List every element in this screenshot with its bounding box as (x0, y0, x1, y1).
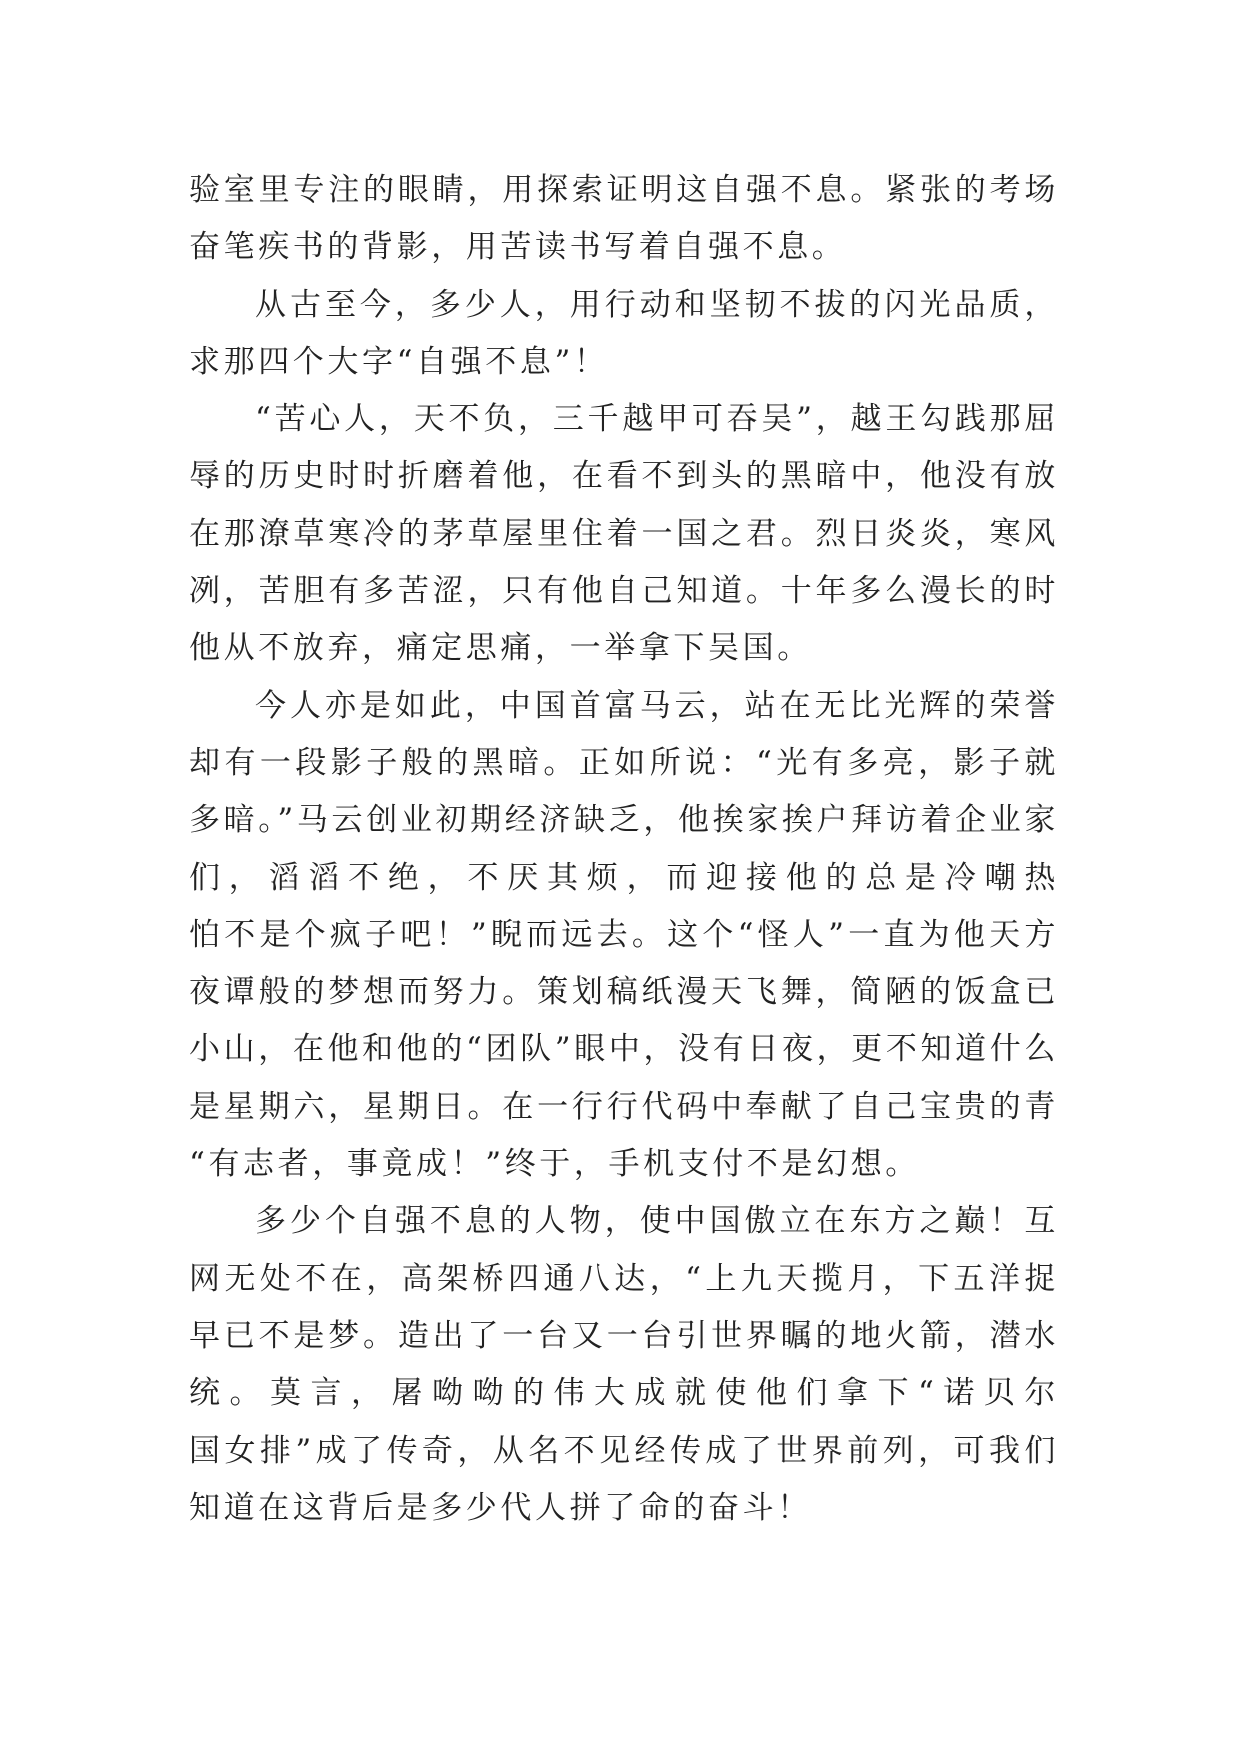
text-line: 奋笔疾书的背影，用苦读书写着自强不息。 (189, 229, 847, 266)
text-line: 冽，苦胆有多苦涩，只有他自己知道。十年多么漫长的时 (189, 573, 1059, 610)
text-line: 多少个自强不息的人物，使中国傲立在东方之巅！互 (255, 1203, 1059, 1240)
paragraph (189, 1193, 1059, 1537)
text-line: 多暗。”马云创业初期经济缺乏，他挨家挨户拜访着企业家 (189, 802, 1059, 839)
text-line: 知道在这背后是多少代人拼了命的奋斗！ (189, 1489, 812, 1526)
text-line: 从古至今，多少人，用行动和坚韧不拔的闪光品质， (255, 286, 1059, 323)
text-line: 国女排”成了传奇，从名不见经传成了世界前列，可我们 (189, 1432, 1059, 1469)
text-line: 验室里专注的眼睛，用探索证明这自强不息。紧张的考场 (189, 172, 1059, 208)
text-line: 他从不放弃，痛定思痛，一举拿下吴国。 (189, 630, 812, 667)
text-line: “苦心人，天不负，三千越甲可吞吴”，越王勾践那屈 (255, 401, 1059, 438)
paragraph (189, 162, 1059, 277)
text-line: 早已不是梦。造出了一台又一台引世界瞩的地火箭，潜水 (189, 1317, 1059, 1354)
text-line: 小山，在他和他的“团队”眼中，没有日夜，更不知道什么 (189, 1031, 1059, 1068)
text-line: 辱的历史时时折磨着他，在看不到头的黑暗中，他没有放 (189, 458, 1059, 495)
text-line: “有志者，事竟成！”终于，手机支付不是幻想。 (189, 1146, 920, 1183)
text-line: 怕不是个疯子吧！”睨而远去。这个“怪人”一直为他天方 (189, 916, 1059, 953)
text-line: 是星期六，星期日。在一行行代码中奉献了自己宝贵的青 (189, 1088, 1059, 1125)
text-line: 统。莫言，屠呦呦的伟大成就使他们拿下“诺贝尔 (189, 1375, 1059, 1412)
paragraph (189, 678, 1059, 1194)
paragraph (189, 391, 1059, 677)
text-line: 在那潦草寒冷的茅草屋里住着一国之君。烈日炎炎，寒风 (189, 515, 1059, 552)
text-line: 今人亦是如此，中国首富马云，站在无比光辉的荣誉 (255, 687, 1059, 724)
text-line: 却有一段影子般的黑暗。正如所说：“光有多亮，影子就 (189, 744, 1059, 781)
text-line: 网无处不在，高架桥四通八达，“上九天揽月，下五洋捉 (189, 1260, 1059, 1297)
text-line: 们，滔滔不绝，不厌其烦，而迎接他的总是冷嘲热 (189, 859, 1059, 896)
paragraph (189, 277, 1059, 392)
text-line: 夜谭般的梦想而努力。策划稿纸漫天飞舞，简陋的饭盒已 (189, 974, 1059, 1011)
document-body (189, 162, 1059, 1537)
text-line: 求那四个大字“自强不息”！ (189, 343, 609, 380)
